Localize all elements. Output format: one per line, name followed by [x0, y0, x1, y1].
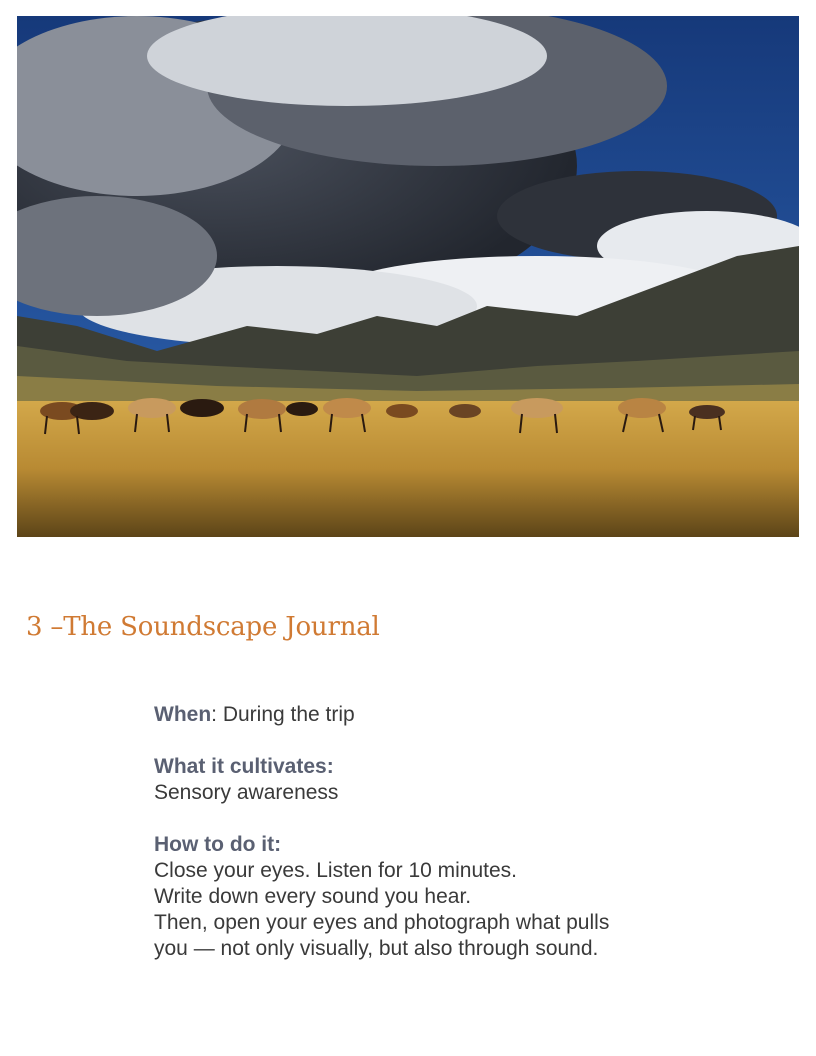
howto-row: [154, 832, 754, 962]
howto-label: How to do it:: [154, 833, 282, 856]
cultivates-value: Sensory awareness: [154, 781, 339, 804]
cultivates-label: What it cultivates:: [154, 755, 334, 778]
cultivates-row: [154, 754, 754, 806]
horses-landscape-image: [17, 16, 799, 537]
section-title: 3 –The Soundscape Journal: [26, 612, 380, 642]
landscape-photo: [17, 16, 799, 537]
when-value: During the trip: [222, 703, 355, 726]
howto-line: Then, open your eyes and photograph what pulls: [154, 911, 610, 934]
howto-line: you — not only visually, but also through sound.: [154, 937, 599, 960]
when-row: [154, 702, 754, 728]
howto-line: Write down every sound you hear.: [154, 885, 472, 908]
howto-line: Close your eyes. Listen for 10 minutes.: [154, 859, 518, 882]
activity-details: [154, 702, 754, 988]
when-label: When: [154, 703, 212, 726]
when-separator: :: [211, 703, 223, 726]
